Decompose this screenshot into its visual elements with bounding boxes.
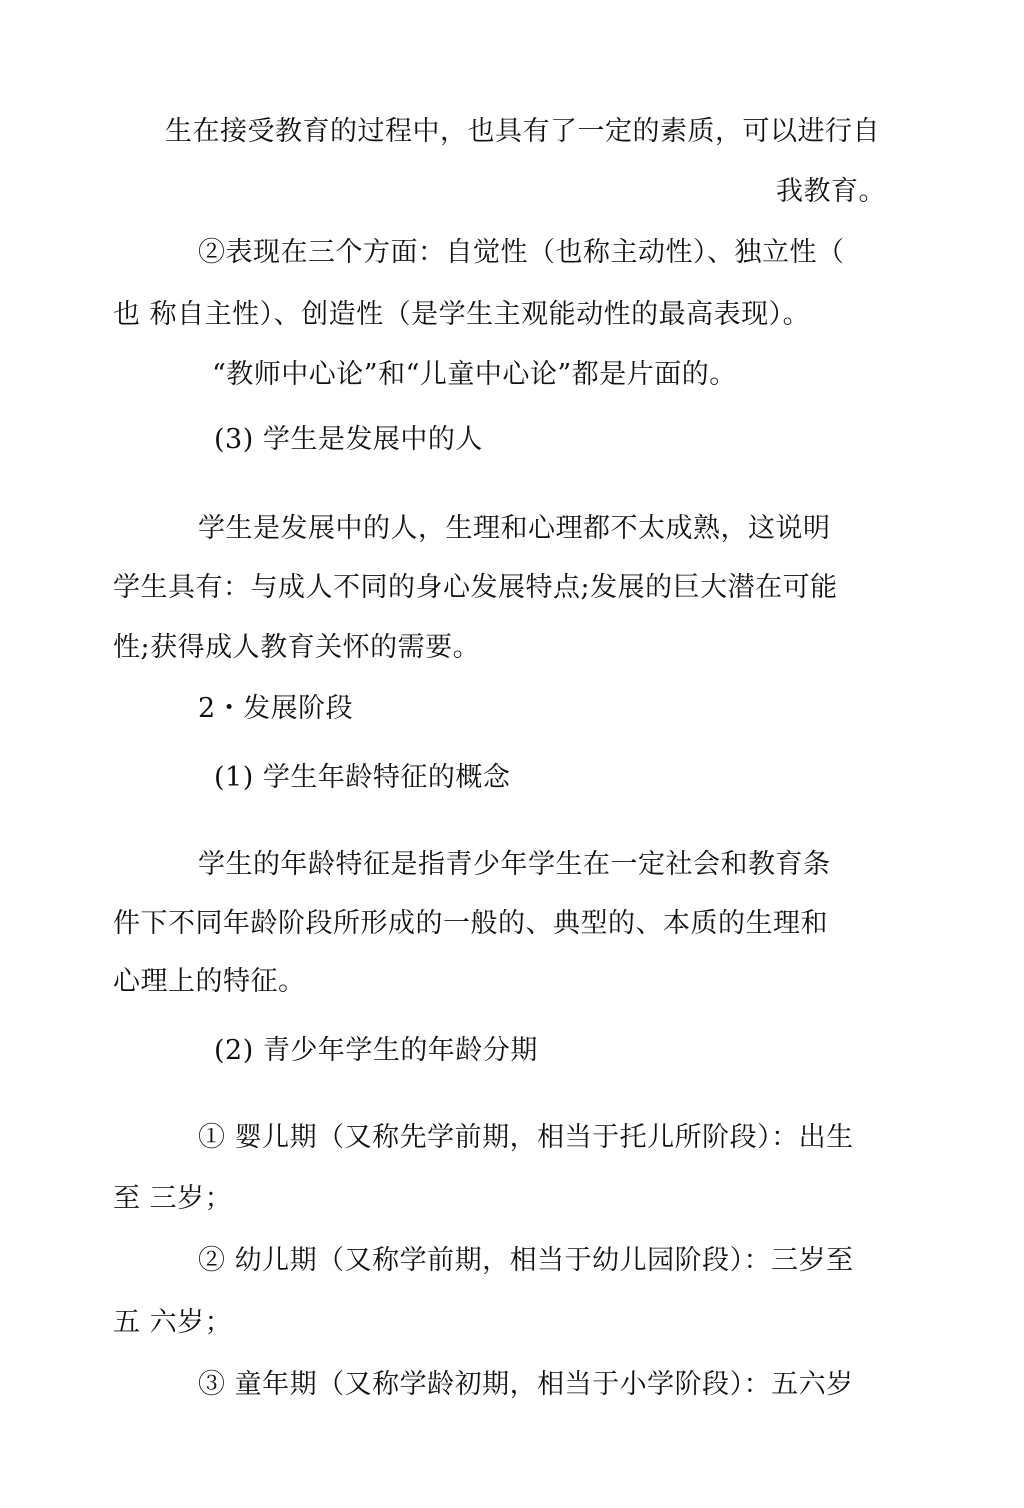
text-line: 学生具有：与成人不同的身心发展特点;发展的巨大潜在可能 bbox=[113, 572, 838, 603]
text-line: 生在接受教育的过程中，也具有了一定的素质，可以进行自 bbox=[165, 116, 880, 147]
text-line: 件下不同年龄阶段所形成的一般的、典型的、本质的生理和 bbox=[113, 908, 828, 939]
text-line: 也 称自主性）、创造性（是学生主观能动性的最高表现）。 bbox=[113, 299, 811, 330]
list-item: ① 婴儿期（又称先学前期，相当于托儿所阶段）：出生 bbox=[198, 1122, 854, 1153]
text-line: 至 三岁； bbox=[113, 1183, 233, 1214]
section-heading: (1) 学生年龄特征的概念 bbox=[214, 762, 511, 793]
section-heading: (3) 学生是发展中的人 bbox=[214, 424, 483, 455]
section-heading: (2) 青少年学生的年龄分期 bbox=[214, 1035, 538, 1066]
text-line: “教师中心论”和“儿童中心论”都是片面的。 bbox=[212, 359, 737, 390]
text-line: 学生是发展中的人，生理和心理都不太成熟，这说明 bbox=[198, 513, 831, 544]
list-item: ② 幼儿期（又称学前期，相当于幼儿园阶段）：三岁至 bbox=[198, 1245, 854, 1276]
section-heading: 2・发展阶段 bbox=[198, 693, 354, 724]
text-line: 我教育。 bbox=[776, 176, 886, 207]
text-line: 学生的年龄特征是指青少年学生在一定社会和教育条 bbox=[198, 849, 831, 880]
text-line: ②表现在三个方面：自觉性（也称主动性）、独立性（ bbox=[198, 237, 845, 268]
list-item: ③ 童年期（又称学龄初期，相当于小学阶段）：五六岁 bbox=[198, 1369, 854, 1400]
text-line: 五 六岁； bbox=[113, 1307, 233, 1338]
text-line: 心理上的特征。 bbox=[113, 966, 306, 997]
text-line: 性;获得成人教育关怀的需要。 bbox=[113, 632, 481, 663]
